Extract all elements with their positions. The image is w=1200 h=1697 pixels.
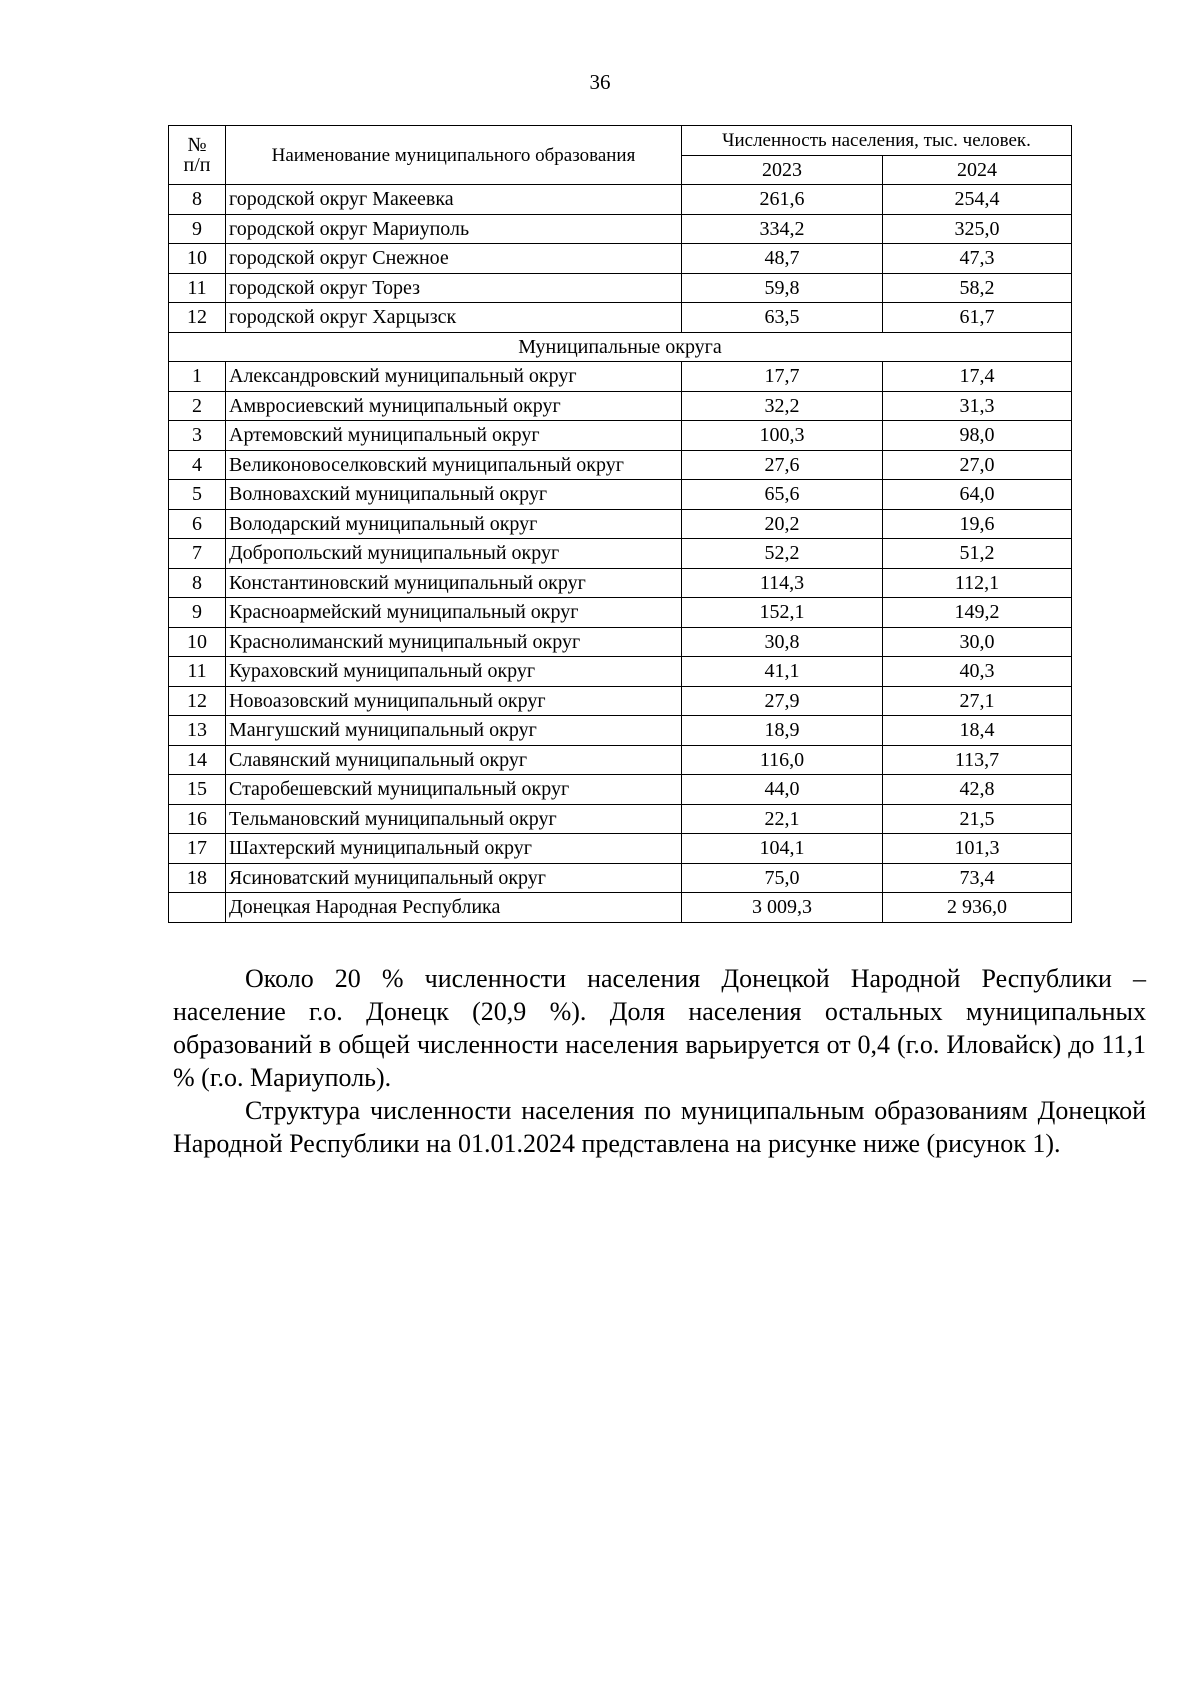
table-row [169,214,1072,244]
header-name: Наименование муниципального образования [226,126,682,185]
table-row [169,244,1072,274]
row-name: городской округ Мариуполь [226,214,682,244]
row-name: Великоновоселковский муниципальный округ [226,450,682,480]
row-value-2023: 41,1 [682,657,883,687]
row-name: Старобешевский муниципальный округ [226,775,682,805]
table-total [169,893,1072,923]
header-population: Численность населения, тыс. человек. [682,126,1072,156]
row-value-2023: 27,6 [682,450,883,480]
table-row [169,804,1072,834]
row-number: 13 [169,716,226,746]
row-number: 9 [169,598,226,628]
row-value-2024: 112,1 [883,568,1072,598]
row-number: 17 [169,834,226,864]
paragraph-2 [173,1094,1146,1160]
row-value-2024: 64,0 [883,480,1072,510]
row-number: 18 [169,863,226,893]
header-year-2024: 2024 [883,155,1072,185]
row-value-2024: 113,7 [883,745,1072,775]
header-num-line2: п/п [183,154,211,176]
row-value-2023: 52,2 [682,539,883,569]
table-row [169,421,1072,451]
row-number: 14 [169,745,226,775]
row-value-2023: 261,6 [682,185,883,215]
row-value-2023: 44,0 [682,775,883,805]
population-table [168,125,1072,923]
table-row [169,686,1072,716]
table-row [169,480,1072,510]
row-name: Мангушский муниципальный округ [226,716,682,746]
table-row [169,185,1072,215]
row-value-2023: 30,8 [682,627,883,657]
row-value-2023: 20,2 [682,509,883,539]
row-number: 16 [169,804,226,834]
header-num [169,126,226,185]
row-value-2023: 32,2 [682,391,883,421]
row-name: Артемовский муниципальный округ [226,421,682,451]
row-value-2023: 17,7 [682,362,883,392]
row-value-2023: 3 009,3 [682,893,883,923]
row-value-2024: 30,0 [883,627,1072,657]
row-name: Волновахский муниципальный округ [226,480,682,510]
row-value-2023: 27,9 [682,686,883,716]
row-name: Новоазовский муниципальный округ [226,686,682,716]
row-number: 6 [169,509,226,539]
paragraph-1 [173,962,1146,1094]
row-value-2024: 18,4 [883,716,1072,746]
row-number: 9 [169,214,226,244]
row-name: городской округ Харцызск [226,303,682,333]
row-value-2024: 40,3 [883,657,1072,687]
row-value-2024: 101,3 [883,834,1072,864]
table-row [169,657,1072,687]
row-name: Краснолиманский муниципальный округ [226,627,682,657]
table-row [169,775,1072,805]
row-name: городской округ Снежное [226,244,682,274]
row-value-2024: 325,0 [883,214,1072,244]
row-name: Константиновский муниципальный округ [226,568,682,598]
row-number: 4 [169,450,226,480]
row-number: 7 [169,539,226,569]
row-number: 12 [169,303,226,333]
row-number: 3 [169,421,226,451]
row-name: Ясиноватский муниципальный округ [226,863,682,893]
row-value-2024: 17,4 [883,362,1072,392]
row-number: 1 [169,362,226,392]
row-value-2023: 59,8 [682,273,883,303]
table-row [169,450,1072,480]
row-number: 5 [169,480,226,510]
row-value-2023: 104,1 [682,834,883,864]
row-name: городской округ Макеевка [226,185,682,215]
table-row [169,627,1072,657]
row-number: 8 [169,185,226,215]
table-row [169,893,1072,923]
row-value-2023: 63,5 [682,303,883,333]
row-name: Шахтерский муниципальный округ [226,834,682,864]
row-name: Красноармейский муниципальный округ [226,598,682,628]
row-number [169,893,226,923]
table-row [169,509,1072,539]
row-number: 11 [169,273,226,303]
table-row [169,863,1072,893]
row-value-2024: 19,6 [883,509,1072,539]
row-number: 8 [169,568,226,598]
row-number: 12 [169,686,226,716]
row-value-2023: 18,9 [682,716,883,746]
row-value-2024: 254,4 [883,185,1072,215]
page-number: 36 [589,70,611,94]
table-section [169,332,1072,362]
table-header [169,126,1072,185]
row-value-2023: 22,1 [682,804,883,834]
row-number: 15 [169,775,226,805]
row-name: городской округ Торез [226,273,682,303]
row-value-2024: 61,7 [883,303,1072,333]
row-name: Славянский муниципальный округ [226,745,682,775]
row-value-2023: 334,2 [682,214,883,244]
row-value-2024: 42,8 [883,775,1072,805]
table-row [169,716,1072,746]
section-label: Муниципальные округа [169,332,1072,362]
table-body-urban [169,185,1072,333]
row-value-2023: 100,3 [682,421,883,451]
row-name: Александровский муниципальный округ [226,362,682,392]
table-row [169,568,1072,598]
row-value-2024: 2 936,0 [883,893,1072,923]
row-value-2024: 27,0 [883,450,1072,480]
row-value-2024: 27,1 [883,686,1072,716]
row-number: 10 [169,244,226,274]
row-number: 2 [169,391,226,421]
row-number: 11 [169,657,226,687]
table-row [169,391,1072,421]
row-value-2023: 114,3 [682,568,883,598]
row-name: Кураховский муниципальный округ [226,657,682,687]
row-name: Амвросиевский муниципальный округ [226,391,682,421]
table-body-districts [169,362,1072,893]
table-row [169,598,1072,628]
row-value-2024: 149,2 [883,598,1072,628]
row-value-2024: 31,3 [883,391,1072,421]
row-value-2024: 98,0 [883,421,1072,451]
row-value-2024: 58,2 [883,273,1072,303]
row-value-2023: 152,1 [682,598,883,628]
row-value-2023: 75,0 [682,863,883,893]
row-value-2023: 116,0 [682,745,883,775]
paragraph-1-text: Около 20 % численности населения Донецкой Народной Республики – население г.о. Донецк (20,9 %). Доля населения остальных муниципальных образований в общей численности населения варьируется от 0,4 (г.о. Иловайск) до 11,1 % (г.о. Мариуполь). [173,964,1146,1092]
table-row [169,745,1072,775]
row-name: Донецкая Народная Республика [226,893,682,923]
table-row [169,539,1072,569]
row-name: Добропольский муниципальный округ [226,539,682,569]
header-num-line1: № [187,134,207,156]
table-row [169,834,1072,864]
row-number: 10 [169,627,226,657]
table-row [169,273,1072,303]
row-value-2024: 73,4 [883,863,1072,893]
row-value-2023: 48,7 [682,244,883,274]
row-name: Тельмановский муниципальный округ [226,804,682,834]
row-name: Володарский муниципальный округ [226,509,682,539]
row-value-2024: 21,5 [883,804,1072,834]
row-value-2024: 47,3 [883,244,1072,274]
paragraph-2-text: Структура численности населения по муниципальным образованиям Донецкой Народной Республики на 01.01.2024 представлена на рисунке ниже (рисунок 1). [173,1096,1146,1158]
table-row [169,362,1072,392]
table-row [169,303,1072,333]
row-value-2024: 51,2 [883,539,1072,569]
header-year-2023: 2023 [682,155,883,185]
row-value-2023: 65,6 [682,480,883,510]
